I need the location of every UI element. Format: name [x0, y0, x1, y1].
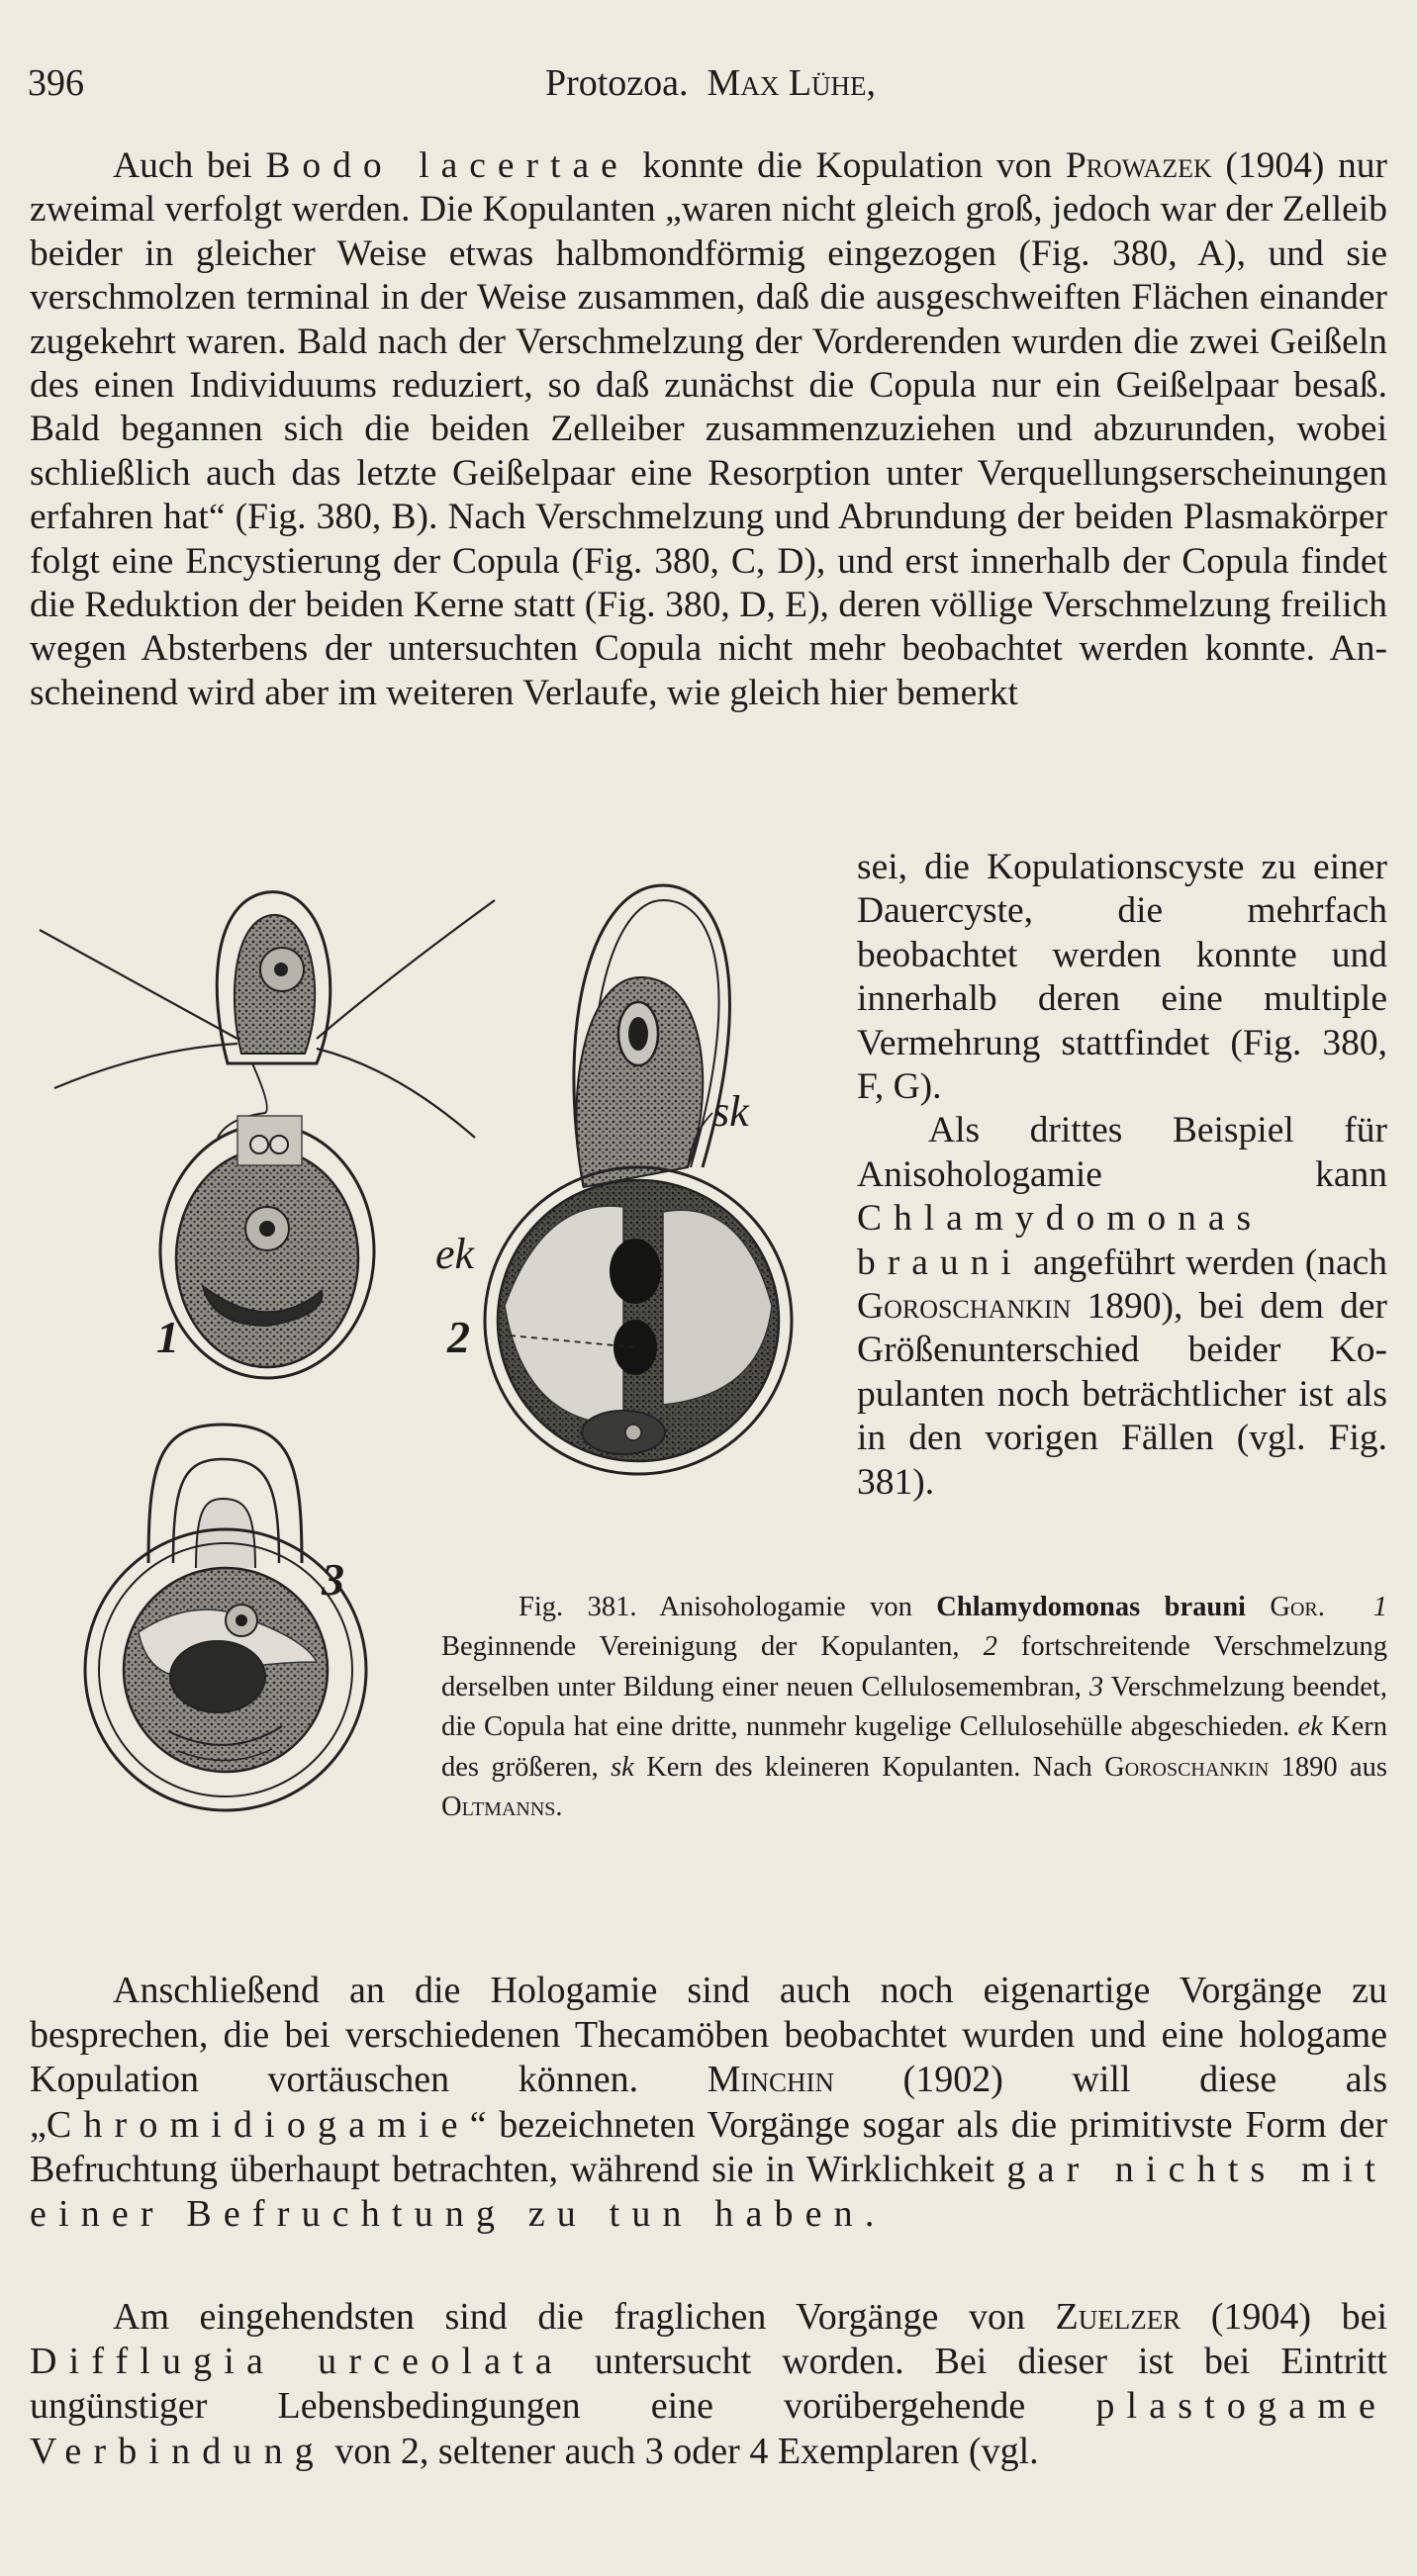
figure-label-2: 2 [447, 1312, 470, 1362]
caption-species: Chlamydomonas brauni [936, 1592, 1246, 1622]
text-run: konnte die Kopulation von [628, 145, 1066, 186]
species-name: Chlamydomonas brauni [857, 1198, 1264, 1283]
text-run: (1904) nur zweimal verfolgt werden. Die Kopulanten „waren nicht gleich groß, jedoch war der Zelleib beider in gleicher Weise etwas halbmondförmig eingezogen (Fig. 380, A), und sie verschmolzen terminal in der Weise zusammen, daß die ausgeschweiften Flächen einander zugekehrt waren. Bald nach der Verschmelzung der Vorderenden wurden die zwei Geißeln des einen Individuums reduziert, so daß zunächst die Copula nur ein Geißelpaar besaß. Bald begannen sich die beiden Zelleiber zusammenzuziehen und abzurunden, wobei schließlich auch das letzte Geißelpaar eine Resorption unter Verquellungserscheinungen erfahren hat“ (Fig. 380, B). Nach Verschmelzung und Abrundung der beiden Plasmakörper folgt eine Encystierung der Copula (Fig. 380, C, D), und erst innerhalb der Copula findet die Reduktion der beiden Kerne statt (Fig. 380, D, E), deren völlige Verschmelzung freilich wegen Absterbens der untersuchten Copula nicht mehr beobachtet werden konnte. Anscheinend wird aber im weiteren Verlaufe, wie gleich hier bemerkt [30, 145, 1388, 713]
running-title: Protozoa. [544, 62, 689, 104]
figure-caption [441, 1588, 1387, 1827]
caption-ref-2: 2 [983, 1631, 997, 1663]
text-run: untersucht worden. Bei dieser ist bei Eintritt ungünstiger Lebensbedingungen eine vorübergehende [30, 2341, 1387, 2428]
author-name: Prowazek [1065, 145, 1212, 186]
caption-source: Oltmanns [441, 1792, 556, 1823]
running-author: Max Lühe, [707, 62, 877, 104]
text-run: Auch bei [113, 145, 266, 186]
caption-ek: ek [1297, 1711, 1323, 1743]
species-name: Difflugia urceolata [30, 2341, 564, 2383]
text-run: sei, die Kopulationscyste zu einer Dauercyste, die mehrfach beobachtet werden konnte und innerhalb deren eine multiple Vermehrung stattfindet (Fig. 380, F, G). [857, 847, 1387, 1108]
running-head [28, 61, 1393, 107]
figure-label-ek: ek [435, 1230, 475, 1278]
text-run: Am eingehendsten sind die fraglichen Vorgänge von [113, 2296, 1056, 2338]
caption-ref-1: 1 [1372, 1592, 1388, 1622]
caption-author: Goroschankin [1104, 1751, 1270, 1783]
text-run: angeführt werden (nach [1022, 1242, 1387, 1283]
caption-text: . [555, 1792, 563, 1823]
spaced-term: plastogame Verbindung [30, 2385, 1387, 2472]
spaced-emphasis: gar nichts mit einer Befruchtung zu tun haben [30, 2148, 1387, 2236]
caption-text: 1890 aus [1269, 1751, 1387, 1783]
figure-label-sk: sk [712, 1087, 749, 1136]
caption-text: fortschreitende Verschmelzung derselben unter Bildung einer neuen Cellulosemembran, [441, 1631, 1387, 1702]
text-run: (1904) bei [1181, 2296, 1388, 2338]
text-run: Anschließend an die Hologamie sind auch noch eigenartige Vorgänge zu besprechen, die bei verschiedenen Thecamöben beobachtet wurden und eine hologame Kopulation vortäuschen können. [30, 1970, 1387, 2101]
text-run: 1890), bei dem der Größenunterschied beider Kopulanten noch beträchtlicher ist als in den vorigen Fällen (vgl. Fig. 381). [857, 1286, 1387, 1503]
text-run: “ bezeichneten Vorgänge sogar als die primitivste Form der Befruchtung überhaupt betrachten, während sie in Wirklichkeit [30, 2103, 1387, 2190]
cell-3 [85, 1425, 366, 1810]
paragraph-chromidiogamie [30, 1969, 1387, 2237]
author-name: Goroschankin [857, 1286, 1072, 1328]
cell-2 [485, 885, 792, 1474]
text-run: (1902) will diese als „ [30, 2059, 1387, 2146]
species-name: Bodo lacertae [265, 145, 629, 186]
author-name: Zuelzer [1055, 2296, 1181, 2338]
caption-sk: sk [611, 1751, 634, 1783]
cell-1 [40, 892, 495, 1378]
author-name: Minchin [707, 2059, 834, 2101]
caption-text: Beginnende Vereinigung der Kopulanten, [441, 1631, 984, 1663]
text-run: Als drittes Beispiel für Anisohologamie kann [857, 1110, 1387, 1195]
caption-text: Kern des kleineren Kopulanten. Nach [633, 1751, 1105, 1783]
caption-author-abbr: Gor. [1270, 1592, 1325, 1622]
running-title-line [28, 61, 1393, 105]
caption-ref-3: 3 [1088, 1671, 1104, 1702]
paragraph-bodo-continued [857, 846, 1387, 1505]
caption-text: Kern des größeren, [441, 1711, 1387, 1783]
page-number: 396 [28, 62, 84, 104]
figure-label-3: 3 [322, 1554, 344, 1605]
text-run: von 2, seltener auch 3 oder 4 Exemplaren (vgl. [325, 2430, 1039, 2472]
text-run: . [864, 2193, 875, 2236]
spaced-term: Chromidiogamie [46, 2103, 470, 2146]
paragraph-bodo [30, 144, 1387, 715]
caption-text: Fig. 381. Anisohologamie von [519, 1592, 937, 1622]
paragraph-difflugia [30, 2295, 1387, 2474]
caption-text: Verschmelzung beendet, die Copula hat eine dritte, nunmehr kugelige Cellulosehülle abgeschieden. [441, 1671, 1387, 1743]
figure-label-1: 1 [156, 1312, 179, 1362]
